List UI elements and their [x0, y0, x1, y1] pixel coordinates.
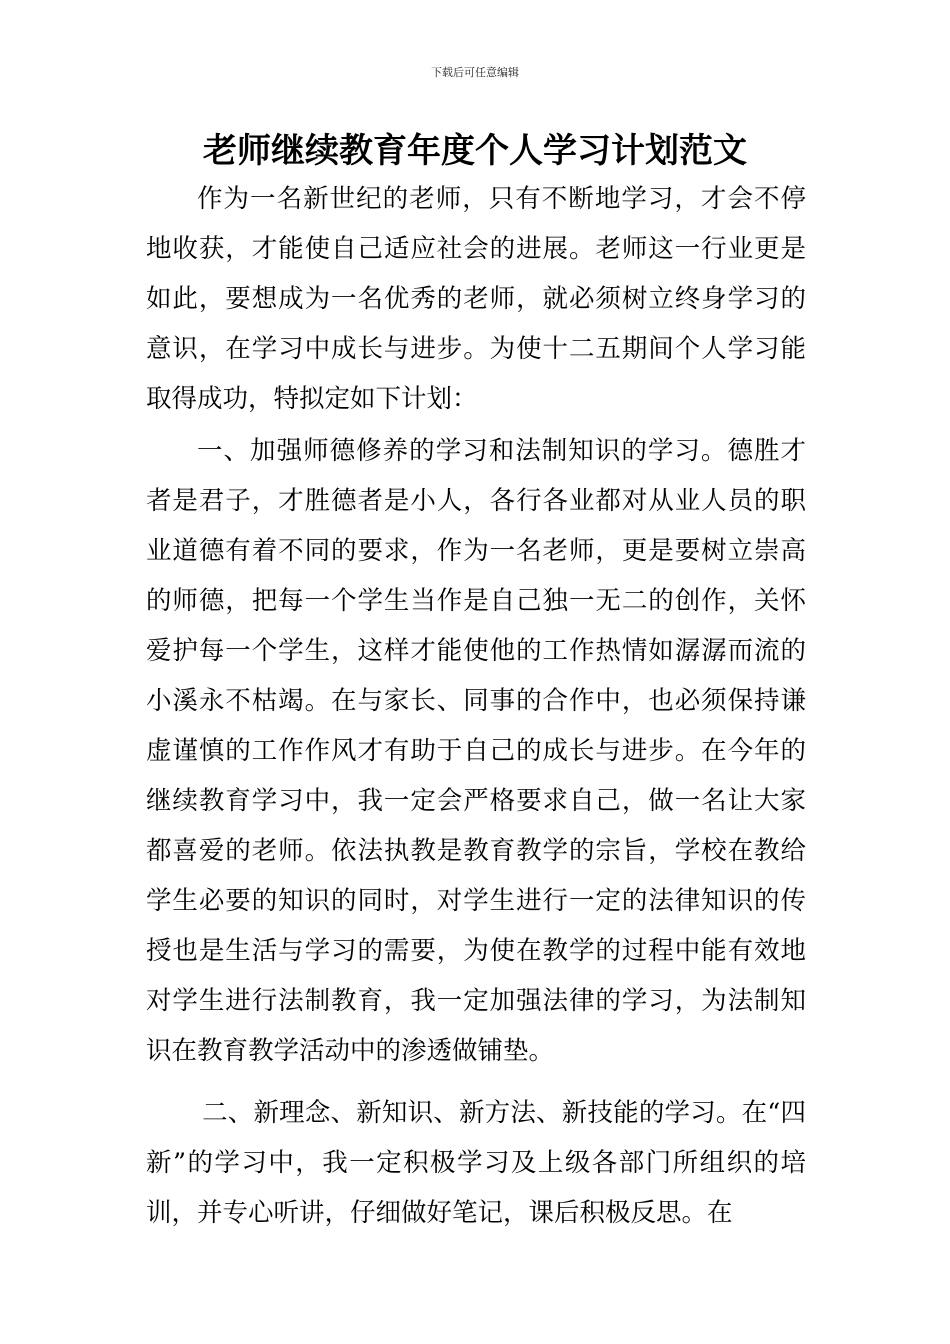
document-title: 老师继续教育年度个人学习计划范文 [203, 131, 747, 171]
document-body [146, 174, 806, 1238]
paragraph-intro: 作为一名新世纪的老师，只有不断地学习，才会不停地收获，才能使自己适应社会的进展。老师这一行业更是如此，要想成为一名优秀的老师，就必须树立终身学习的意识，在学习中成长与进步。为使十二五期间个人学习能取得成功，特拟定如下计划： [146, 184, 806, 414]
page-header-note: 下载后可任意编辑 [431, 66, 519, 79]
paragraph-section-2: 二、新理念、新知识、新方法、新技能的学习。在“四新”的学习中，我一定积极学习及上级各部门所组织的培训，并专心听讲，仔细做好笔记，课后积极反思。在 [146, 1098, 806, 1228]
paragraph-section-1: 一、加强师德修养的学习和法制知识的学习。德胜才者是君子，才胜德者是小人，各行各业都对从业人员的职业道德有着不同的要求，作为一名老师，更是要树立崇高的师德，把每一个学生当作是自己独一无二的创作，关怀爱护每一个学生，这样才能使他的工作热情如潺潺而流的小溪永不枯竭。在与家长、同事的合作中，也必须保持谦虚谨慎的工作作风才有助于自己的成长与进步。在今年的继续教育学习中，我一定会严格要求自己，做一名让大家都喜爱的老师。依法执教是教育教学的宗旨，学校在教给学生必要的知识的同时，对学生进行一定的法律知识的传授也是生活与学习的需要，为使在教学的过程中能有效地对学生进行法制教育，我一定加强法律的学习，为法制知识在教育教学活动中的渗透做铺垫。 [146, 436, 806, 1066]
